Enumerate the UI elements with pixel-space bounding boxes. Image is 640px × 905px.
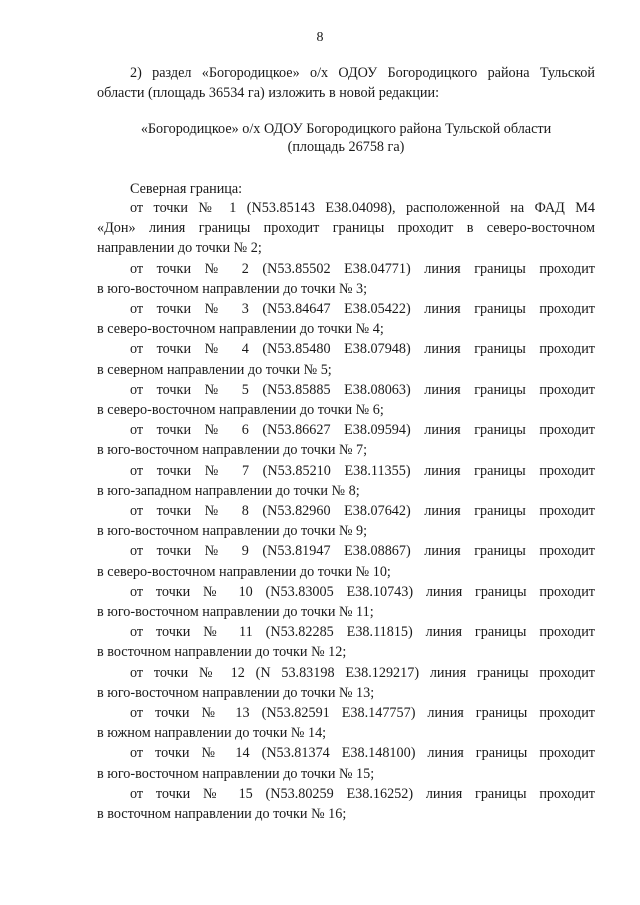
boundary-point-14-line-1: от точки № 14 (N53.81374 E38.148100) линия границы проходит [130,745,595,762]
heading-line-1: «Богородицкое» о/х ОДОУ Богородицкого района Тульской области [140,121,552,137]
boundary-point-4-line-1: от точки № 4 (N53.85480 E38.07948) линия границы проходит [130,341,595,358]
boundary-point-9-line-2: в северо-восточном направлении до точки № 10; [97,563,391,580]
boundary-point-4-line-2: в северном направлении до точки № 5; [97,361,332,378]
boundary-point-5-line-1: от точки № 5 (N53.85885 E38.08063) линия границы проходит [130,381,595,398]
boundary-point-2-line-2: в юго-восточном направлении до точки № 3; [97,280,368,297]
boundary-point-15-line-2: в восточном направлении до точки № 16; [97,806,347,822]
intro-line-1: 2) раздел «Богородицкое» о/х ОДОУ Богородицкого района Тульской [130,65,595,81]
boundary-point-6-line-2: в юго-восточном направлении до точки № 7; [97,442,368,459]
boundary-point-14-line-2: в юго-восточном направлении до точки № 15; [97,765,375,782]
boundary-point-10-line-1: от точки № 10 (N53.83005 E38.10743) линия границы проходит [130,583,595,600]
boundary-point-5-line-2: в северо-восточном направлении до точки № 6; [97,402,384,418]
boundary-point-10-line-2: в юго-восточном направлении до точки № 11; [97,604,374,620]
boundary-point-2-line-1: от точки № 2 (N53.85502 E38.04771) линия границы проходит [130,260,595,277]
boundary-point-11-line-2: в восточном направлении до точки № 12; [97,644,347,661]
boundary-point-13-line-1: от точки № 13 (N53.82591 E38.147757) линия границы проходит [130,705,595,721]
page-number: 8 [316,30,324,45]
boundary-point-7-line-1: от точки № 7 (N53.85210 E38.11355) линия границы проходит [130,462,595,479]
boundary-point-1-line-1: от точки № 1 (N53.85143 E38.04098), расположенной на ФАД М4 [130,200,595,216]
boundary-point-12-line-2: в юго-восточном направлении до точки № 13; [97,684,375,701]
heading-line-2: (площадь 26758 га) [287,139,405,155]
boundary-point-12-line-1: от точки № 12 (N 53.83198 E38.129217) линия границы проходит [130,664,595,681]
boundary-point-11-line-1: от точки № 11 (N53.82285 E38.11815) линия границы проходит [130,624,595,641]
boundary-point-9-line-1: от точки № 9 (N53.81947 E38.08867) линия границы проходит [130,543,595,560]
section-title: Северная граница: [130,181,243,197]
boundary-point-8-line-1: от точки № 8 (N53.82960 E38.07642) линия границы проходит [130,503,595,519]
boundary-point-15-line-1: от точки № 15 (N53.80259 E38.16252) линия границы проходит [130,785,595,802]
boundary-point-1-line-2: «Дон» линия границы проходит границы проходит в северо-восточном [97,220,595,237]
boundary-point-3-line-1: от точки № 3 (N53.84647 E38.05422) линия границы проходит [130,301,595,317]
boundary-point-7-line-2: в юго-западном направлении до точки № 8; [97,482,360,499]
boundary-point-1-line-3: направлении до точки № 2; [97,240,262,257]
boundary-point-3-line-2: в северо-восточном направлении до точки № 4; [97,321,384,338]
boundary-point-6-line-1: от точки № 6 (N53.86627 E38.09594) линия границы проходит [130,422,595,439]
boundary-point-13-line-2: в южном направлении до точки № 14; [97,725,327,742]
boundary-point-8-line-2: в юго-восточном направлении до точки № 9; [97,523,368,540]
intro-line-2: области (площадь 36534 га) изложить в новой редакции: [97,85,440,101]
